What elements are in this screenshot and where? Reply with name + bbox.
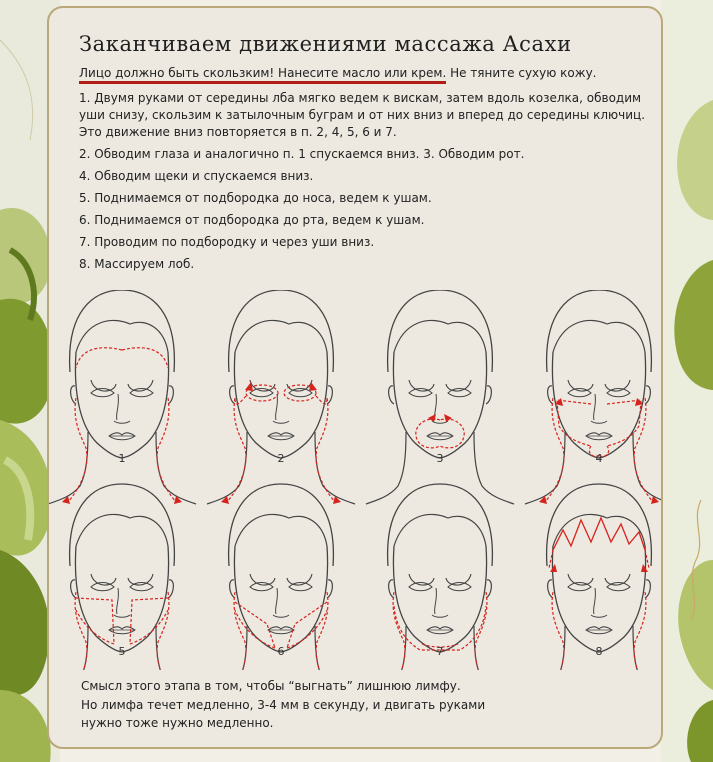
figure-number: 3 [436, 452, 444, 465]
warning-line [79, 66, 597, 80]
face-figure-3 [366, 290, 514, 504]
warning-highlight: Лицо должно быть скользким! Нанесите масло или крем. [79, 66, 446, 84]
face-figure-6 [207, 484, 355, 670]
face-figure-5 [49, 484, 196, 670]
step-item: 2. Обводим глаза и аналогично п. 1 спускаемся вниз. 3. Обводим рот. [79, 147, 525, 161]
step-item: 7. Проводим по подбородку и через уши вниз. [79, 235, 375, 249]
figure-number: 2 [277, 452, 285, 465]
figure-number: 1 [118, 452, 126, 465]
figure-number: 7 [436, 645, 444, 658]
face-figure-4 [525, 290, 661, 504]
note-line: нужно тоже нужно медленно. [81, 716, 274, 730]
step-item: 5. Поднимаемся от подбородка до носа, ведем к ушам. [79, 191, 432, 205]
figure-number: 5 [118, 645, 126, 658]
figure-number: 4 [595, 452, 603, 465]
face-figure-7 [366, 484, 514, 670]
closing-note [81, 677, 485, 733]
step-item: 1. Двумя руками от середины лба мягко ведем к вискам, затем вдоль козелка, обводим уши снизу, скользим к затылочным буграм и от них вниз и вперед до середины ключиц. Это движение вниз повторяется в п. 2, 4, 5, 6 и 7. [79, 91, 646, 139]
face-figure-8 [525, 484, 661, 670]
figure-number: 6 [277, 645, 285, 658]
note-line: Смысл этого этапа в том, чтобы “выгнать” лишнюю лимфу. [81, 679, 461, 693]
background-foliage-right [661, 0, 713, 762]
warning-rest: Не тяните сухую кожу. [446, 66, 597, 80]
face-diagrams [49, 290, 661, 670]
content-card [47, 6, 663, 749]
steps-list [79, 90, 665, 278]
figure-number: 8 [595, 645, 603, 658]
step-item: 6. Поднимаемся от подбородка до рта, ведем к ушам. [79, 213, 425, 227]
face-figure-2 [207, 290, 355, 504]
step-item: 8. Массируем лоб. [79, 257, 195, 271]
face-figure-1 [49, 290, 196, 504]
page-title: Заканчиваем движениями массажа Асахи [79, 32, 572, 56]
step-item: 4. Обводим щеки и спускаемся вниз. [79, 169, 314, 183]
note-line: Но лимфа течет медленно, 3-4 мм в секунду, и двигать руками [81, 697, 486, 712]
